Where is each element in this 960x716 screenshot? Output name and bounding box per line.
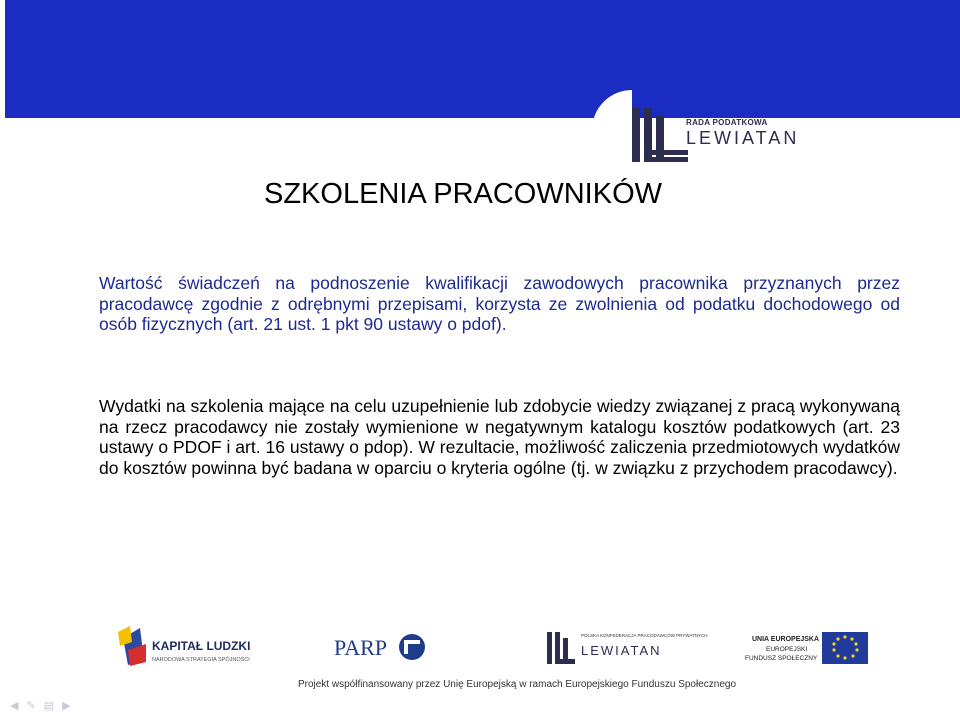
- eu-logo-icon: [745, 632, 868, 664]
- parp-text: PARP: [334, 635, 388, 660]
- brand-name: LEWIATAN: [686, 128, 800, 148]
- lewiatan-footer-big: LEWIATAN: [581, 643, 662, 658]
- kapital-ludzki-logo-icon: [118, 626, 250, 666]
- paragraph-costs: Wydatki na szkolenia mające na celu uzupełnienie lub zdobycie wiedzy związanej z pracą wykonywaną na rzecz pracodawcy nie zostały wymienione w negatywnym katalogu kosztów podatkowych (art. 23 ustawy o PDOF i art. 16 ustawy o pdop). W rezultacie, możliwość zaliczenia przedmiotowych wydatków do kosztów powinna być badana w oparciu o kryteria ogólne (tj. w związku z przychodem pracodawcy).: [99, 396, 900, 478]
- nav-next-icon[interactable]: ▶: [62, 700, 71, 712]
- parp-logo-icon: [334, 634, 425, 660]
- brand-small-label: RADA PODATKOWA: [686, 118, 768, 127]
- nav-menu-icon[interactable]: ▤: [43, 700, 55, 712]
- eu-line3: FUNDUSZ SPOŁECZNY: [745, 655, 818, 662]
- lewiatan-footer-logo-icon: [547, 632, 708, 664]
- eu-line2: EUROPEJSKI: [766, 646, 808, 653]
- slide-title: SZKOLENIA PRACOWNIKÓW: [264, 178, 662, 210]
- slide-navigation: [10, 699, 71, 712]
- lewiatan-footer-small: POLSKA KONFEDERACJA PRACODAWCÓW PRYWATNYCH: [581, 633, 708, 638]
- footer-project-text: Projekt współfinansowany przez Unię Europejską w ramach Europejskiego Funduszu Społecznego: [298, 679, 737, 690]
- footer-logos: [0, 620, 960, 680]
- eu-line1: UNIA EUROPEJSKA: [752, 636, 820, 643]
- nav-pen-icon[interactable]: ✎: [26, 700, 36, 712]
- nav-prev-icon[interactable]: ◀: [10, 700, 19, 712]
- kapital-subtitle: NARODOWA STRATEGIA SPÓJNOŚCI: [152, 657, 250, 663]
- header-band: [5, 0, 960, 118]
- paragraph-exemption: Wartość świadczeń na podnoszenie kwalifikacji zawodowych pracownika przyznanych przez pracodawcę zgodnie z odrębnymi przepisami, korzysta ze zwolnienia od podatku dochodowego od osób fizycznych (art. 21 ust. 1 pkt 90 ustawy o pdof).: [99, 273, 900, 334]
- kapital-title: KAPITAŁ LUDZKI: [152, 639, 251, 653]
